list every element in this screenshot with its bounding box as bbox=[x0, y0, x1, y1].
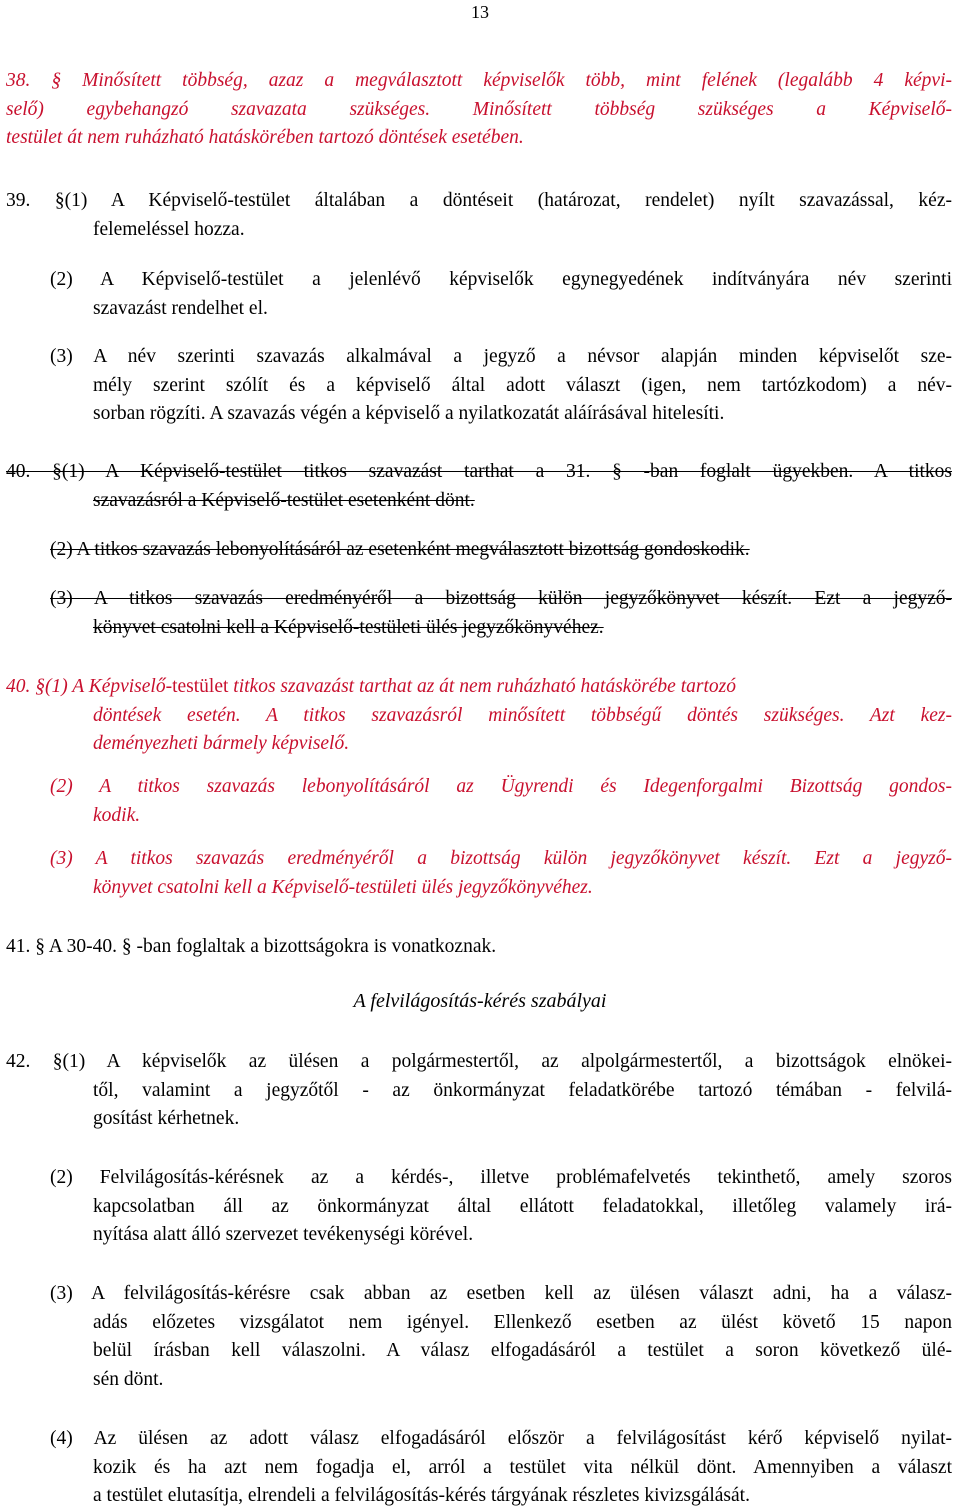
section-39-3 bbox=[0, 343, 960, 429]
section-38-line-2: selő) egybehangzó szavazata szükséges. Minősített többség szükséges a Képviselő- bbox=[6, 98, 952, 120]
section-42-1-line-1: 42. §(1) A képviselők az ülésen a polgármestertől, az alpolgármestertől, a bizottságok elnökei- bbox=[6, 1051, 952, 1072]
section-38 bbox=[0, 67, 960, 153]
section-40-new-1 bbox=[0, 673, 960, 759]
section-40-new-1-lead: 40. §(1) A Képviselő- bbox=[6, 676, 173, 697]
section-39-2 bbox=[0, 266, 960, 323]
section-42-3-line-2: adás előzetes vizsgálatot nem igényel. Ellenkező esetben az ülést követő 15 napon bbox=[93, 1311, 952, 1333]
section-42-1-line-3: gosítást kérhetnek. bbox=[93, 1108, 240, 1129]
section-40-old-1-line-2: szavazásról a Képviselő-testület esetenként dönt. bbox=[93, 489, 475, 511]
section-40-old-2-line-1: (2) A titkos szavazás lebonyolításáról az esetenként megválasztott bizottság gondoskodik. bbox=[50, 539, 750, 560]
section-42-3 bbox=[0, 1280, 960, 1394]
section-40-new-2 bbox=[0, 773, 960, 830]
section-39-1 bbox=[0, 187, 960, 244]
section-40-new-1-line-1 bbox=[0, 673, 960, 702]
section-40-old-1 bbox=[0, 458, 960, 515]
section-39-2-line-2: szavazást rendelhet el. bbox=[93, 297, 268, 319]
section-39-3-line-2: mély szerint szólít és a képviselő által adott választ (igen, nem tartózkodom) a név- bbox=[93, 374, 952, 396]
section-42-2-line-3: nyítása alatt álló szervezet tevékenységi körével. bbox=[93, 1224, 474, 1245]
section-42-1 bbox=[0, 1048, 960, 1134]
section-40-old-3 bbox=[0, 585, 960, 642]
section-42-1-line-2: től, valamint a jegyzőtől - az önkormányzat feladatkörébe tartozó témában - felvilá- bbox=[93, 1079, 952, 1101]
section-42-4 bbox=[0, 1425, 960, 1511]
section-39-1-line-1: 39. §(1) A Képviselő-testület általában a döntéseit (határozat, rendelet) nyílt szavazással, kéz- bbox=[6, 190, 952, 211]
section-41 bbox=[0, 933, 960, 962]
section-39-3-line-1: (3) A név szerinti szavazás alkalmával a jegyző a névsor alapján minden képviselőt sze- bbox=[50, 346, 952, 367]
section-40-new-1-line-2: döntések esetén. A titkos szavazásról minősített többségű döntés szükséges. Azt kez- bbox=[93, 704, 952, 726]
section-38-line-1: 38. § Minősített többség, azaz a megválasztott képviselők több, mint felének (legalább 4 képvi- bbox=[6, 70, 952, 91]
section-42-3-line-3: belül írásban kell válaszolni. A válasz elfogadásáról a testület a soron következő ülé- bbox=[93, 1340, 952, 1361]
section-40-new-3-line-2: könyvet csatolni kell a Képviselő-testületi ülés jegyzőkönyvéhez. bbox=[93, 876, 593, 898]
section-40-old-3-line-1: (3) A titkos szavazás eredményéről a bizottság külön jegyzőkönyvet készít. Ezt a jegyző- bbox=[50, 588, 952, 609]
section-40-new-1-rest: titkos szavazást tarthat az át nem ruházható hatáskörébe tartozó bbox=[228, 676, 736, 697]
section-42-3-line-1: (3) A felvilágosítás-kérésre csak abban az esetben kell az ülésen választ adni, ha a válasz- bbox=[50, 1283, 952, 1304]
section-38-line-3: testület át nem ruházható hatáskörében tartozó döntések esetében. bbox=[6, 127, 524, 148]
section-42-2 bbox=[0, 1164, 960, 1250]
section-40-old-1-line-1: 40. §(1) A Képviselő-testület titkos szavazást tarthat a 31. § -ban foglalt ügyekben. A titkos bbox=[6, 461, 952, 482]
section-42-4-line-2: kozik és ha azt nem fogadja el, arról a testület vita nélkül dönt. Amennyiben a választ bbox=[93, 1456, 952, 1478]
section-39-1-line-2: felemeléssel hozza. bbox=[93, 218, 245, 240]
section-39-2-line-1: (2) A Képviselő-testület a jelenlévő képviselők egynegyedének indítványára név szerinti bbox=[50, 269, 952, 290]
section-42-2-line-2: kapcsolatban áll az önkormányzat által ellátott feladatokkal, illetőleg valamely irá- bbox=[93, 1195, 952, 1217]
section-40-new-2-line-1: (2) A titkos szavazás lebonyolításáról az Ügyrendi és Idegenforgalmi Bizottság gondos- bbox=[50, 776, 952, 797]
section-42-4-line-1: (4) Az ülésen az adott válasz elfogadásáról először a felvilágosítást kérő képviselő nyilat- bbox=[50, 1428, 952, 1449]
section-40-new-3-line-1: (3) A titkos szavazás eredményéről a bizottság külön jegyzőkönyvet készít. Ezt a jegyző- bbox=[50, 848, 952, 869]
section-40-old-2 bbox=[0, 536, 960, 565]
section-40-new-3 bbox=[0, 845, 960, 902]
section-42-3-line-4: sén dönt. bbox=[93, 1368, 164, 1390]
section-40-new-1-upright-word: testület bbox=[172, 676, 229, 697]
section-heading: A felvilágosítás-kérés szabályai bbox=[353, 990, 607, 1012]
section-42-4-line-3: a testület elutasítja, elrendeli a felvilágosítás-kérés tárgyának részletes kivizsgálását. bbox=[93, 1485, 750, 1506]
section-40-old-3-line-2: könyvet csatolni kell a Képviselő-testületi ülés jegyzőkönyvéhez. bbox=[93, 616, 604, 638]
page-number: 13 bbox=[471, 2, 489, 22]
section-40-new-1-line-3: deményezheti bármely képviselő. bbox=[93, 733, 350, 754]
section-42-2-line-1: (2) Felvilágosítás-kérésnek az a kérdés-, illetve problémafelvetés tekinthető, amely szoros bbox=[50, 1167, 952, 1188]
section-41-line-1: 41. § A 30-40. § -ban foglaltak a bizottságokra is vonatkoznak. bbox=[6, 936, 497, 957]
section-39-3-line-3: sorban rögzíti. A szavazás végén a képviselő a nyilatkozatát aláírásával hitelesíti. bbox=[93, 403, 725, 424]
section-40-new-2-line-2: kodik. bbox=[93, 804, 141, 826]
